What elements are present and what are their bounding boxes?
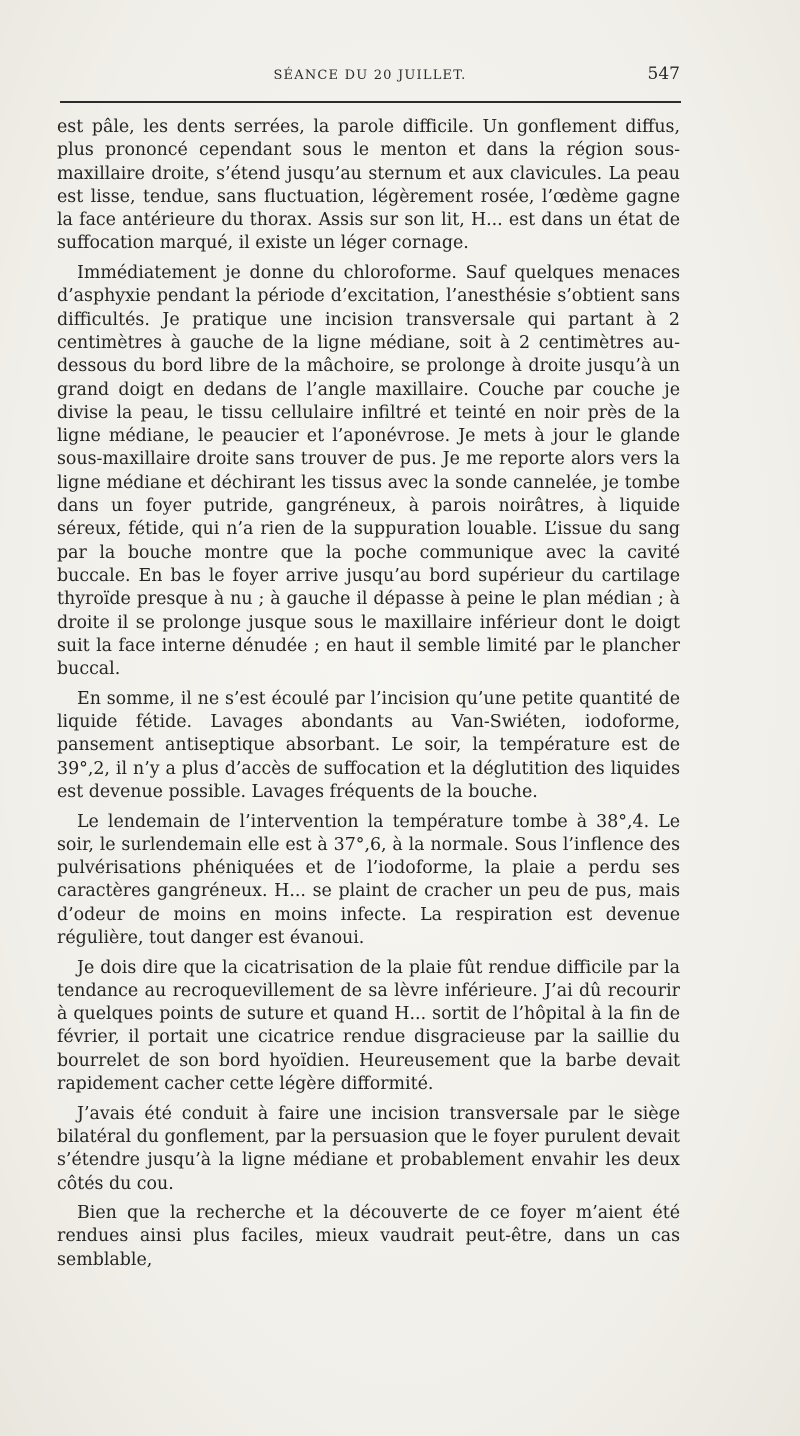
paragraph: Je dois dire que la cicatrisation de la plaie fût rendue difficile par la tendance au recroquevillement de sa lèvre inférieure. J’ai dû recourir à quelques points de suture et quand H... sortit de l’hôpital à la fin de février, il portait une cicatrice rendue disgracieuse par la saillie du bourrelet de son bord hyoïdien. Heureusement que la barbe devait rapidement cacher cette légère difformité. bbox=[57, 957, 680, 1095]
paragraph: J’avais été conduit à faire une incision transversale par le siège bilatéral du gonflement, par la persuasion que le foyer purulent devait s’étendre jusqu’à la ligne médiane et probablement envahir les deux côtés du cou. bbox=[57, 1103, 680, 1194]
paragraph: Bien que la recherche et la découverte de ce foyer m’aient été rendues ainsi plus faciles, mieux vaudrait peut-être, dans un cas semblable, bbox=[57, 1203, 680, 1270]
body-text bbox=[57, 116, 680, 1278]
page-number: 547 bbox=[647, 64, 680, 84]
paragraph: est pâle, les dents serrées, la parole difficile. Un gonflement diffus, plus prononcé cependant sous le menton et dans la région sous-maxillaire droite, s’étend jusqu’au sternum et aux clavicules. La peau est lisse, tendue, sans fluctuation, légèrement rosée, l’œdème gagne la face antérieure du thorax. Assis sur son lit, H... est dans un état de suffocation marqué, il existe un léger cornage. bbox=[57, 117, 680, 254]
paragraph: En somme, il ne s’est écoulé par l’incision qu’une petite quantité de liquide fétide. Lavages abondants au Van-Swiéten, iodoforme, pansement antiseptique absorbant. Le soir, la température est de 39°,2, il n’y a plus d’accès de suffocation et la déglutition des liquides est devenue possible. Lavages fréquents de la bouche. bbox=[57, 688, 680, 802]
header-rule bbox=[60, 101, 681, 103]
paragraph: Immédiatement je donne du chloroforme. Sauf quelques menaces d’asphyxie pendant la période d’excitation, l’anesthésie s’obtient sans difficultés. Je pratique une incision transversale qui partant à 2 centimètres à gauche de la ligne médiane, soit à 2 centimètres au-dessous du bord libre de la mâchoire, se prolonge à droite jusqu’à un grand doigt en dedans de l’angle maxillaire. Couche par couche je divise la peau, le tissu cellulaire infiltré et teinté en noir près de la ligne médiane, le peaucier et l’aponévrose. Je mets à jour le glande sous-maxillaire droite sans trouver de pus. Je me reporte alors vers la ligne médiane et déchirant les tissus avec la sonde cannelée, je tombe dans un foyer putride, gangréneux, à parois noirâtres, à liquide séreux, fétide, qui n’a rien de la suppuration louable. L’issue du sang par la bouche montre que la poche communique avec la cavité buccale. En bas le foyer arrive jusqu’au bord supérieur du cartilage thyroïde presque à nu ; à gauche il dépasse à peine le plan médian ; à droite il se prolonge jusque sous le maxillaire inférieur dont le doigt suit la face interne dénudée ; en haut il semble limité par le plancher buccal. bbox=[57, 263, 680, 680]
running-header bbox=[60, 64, 680, 90]
paragraph: Le lendemain de l’intervention la température tombe à 38°,4. Le soir, le surlendemain elle est à 37°,6, à la normale. Sous l’inflence des pulvérisations phéniquées et de l’iodoforme, la plaie a perdu ses caractères gangréneux. H... se plaint de cracher un peu de pus, mais d’odeur de moins en moins infecte. La respiration est devenue régulière, tout danger est évanoui. bbox=[57, 811, 680, 948]
running-title: SÉANCE DU 20 JUILLET. bbox=[273, 68, 467, 83]
